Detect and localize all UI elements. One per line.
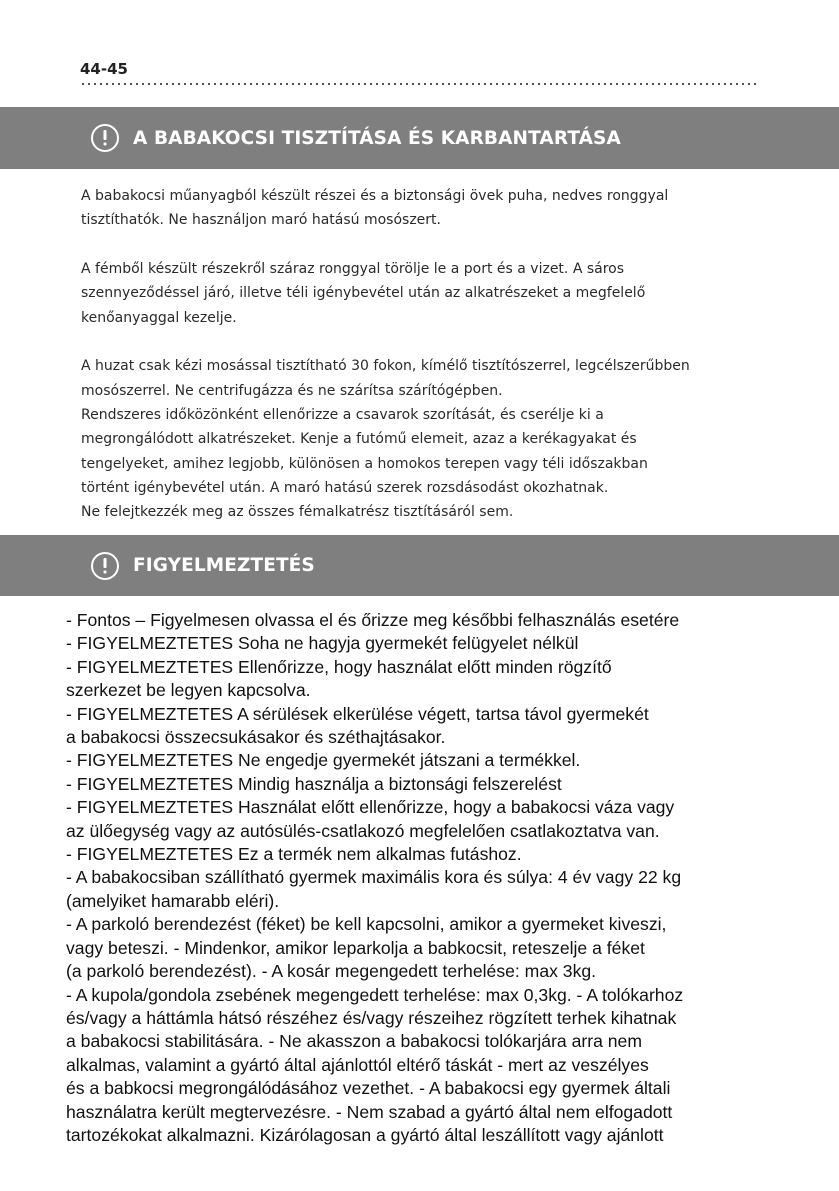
warning-text-line: - FIGYELMEZTETES Ellenőrizze, hogy használat előtt minden rögzítő	[66, 656, 612, 677]
paragraph-gap	[81, 330, 801, 355]
cleaning-text-line: tisztíthatók. Ne használjon maró hatású mosószert.	[81, 212, 441, 229]
cleaning-text-line: tengelyeket, amihez legjobb, különösen a homokos terepen vagy téli időszakban	[81, 455, 648, 472]
warning-section-body	[66, 609, 836, 1147]
cleaning-text-line: történt igénybevétel után. A maró hatású szerek rozsdásodást okozhatnak.	[81, 479, 609, 496]
cleaning-text-line: A babakocsi műanyagból készült részei és a biztonsági övek puha, nedves ronggyal	[81, 188, 669, 204]
warning-text-line: vagy beteszi. - Mindenkor, amikor leparkolja a babkocsit, reteszelje a féket	[66, 937, 645, 958]
paragraph-gap	[81, 233, 801, 258]
page-number: 44-45	[80, 60, 128, 78]
warning-text-line: az ülőegység vagy az autósülés-csatlakozó megfelelően csatlakoztatva van.	[66, 820, 660, 841]
cleaning-section-banner	[0, 107, 839, 169]
warning-text-line: - Fontos – Figyelmesen olvassa el és őrizze meg későbbi felhasználás esetére	[66, 610, 680, 630]
warning-text-line: - FIGYELMEZTETES Ne engedje gyermekét játszani a termékkel.	[66, 750, 581, 771]
cleaning-text-line: kenőanyaggal kezelje.	[81, 309, 237, 326]
warning-text-line: - A babakocsiban szállítható gyermek maximális kora és súlya: 4 év vagy 22 kg	[66, 867, 682, 888]
warning-text-line: alkalmas, valamint a gyártó által ajánlottól eltérő táskát - mert az veszélyes	[66, 1054, 649, 1075]
warning-text-line: szerkezet be legyen kapcsolva.	[66, 680, 311, 701]
warning-text-line: - FIGYELMEZTETES Mindig használja a biztonsági felszerelést	[66, 773, 562, 794]
warning-text-line: - A parkoló berendezést (féket) be kell kapcsolni, amikor a gyermeket kiveszi,	[66, 914, 667, 935]
exclamation-circle-icon	[91, 552, 119, 580]
cleaning-section-title: A BABAKOCSI TISZTÍTÁSA ÉS KARBANTARTÁSA	[133, 127, 621, 149]
dotted-divider	[80, 82, 760, 86]
cleaning-text-line: Ne felejtkezzék meg az összes fémalkatrész tisztításáról sem.	[81, 504, 514, 521]
warning-section-title: FIGYELMEZTETÉS	[133, 555, 315, 576]
warning-text-line: - FIGYELMEZTETES A sérülések elkerülése végett, tartsa távol gyermekét	[66, 703, 649, 724]
warning-text-line: (amelyiket hamarabb eléri).	[66, 890, 280, 911]
warning-text-line: használatra került megtervezésre. - Nem szabad a gyártó által nem elfogadott	[66, 1101, 673, 1122]
warning-text-line: és/vagy a háttámla hátsó részéhez és/vagy részeihez rögzített terhek kihatnak	[66, 1007, 677, 1028]
warning-text-line: tartozékokat alkalmazni. Kizárólagosan a gyártó által leszállított vagy ajánlott	[66, 1124, 664, 1145]
warning-text-line: - FIGYELMEZTETES Használat előtt ellenőrizze, hogy a babakocsi váza vagy	[66, 797, 675, 818]
warning-text-line: - FIGYELMEZTETES Soha ne hagyja gyermekét felügyelet nélkül	[66, 633, 579, 654]
cleaning-text-line: megrongálódott alkatrészeket. Kenje a futómű elemeit, azaz a kerékagyakat és	[81, 431, 637, 448]
warning-text-line: (a parkoló berendezést). - A kosár megengedett terhelése: max 3kg.	[66, 961, 597, 982]
warning-text-line: - FIGYELMEZTETES Ez a termék nem alkalmas futáshoz.	[66, 844, 522, 865]
warning-text-line: a babakocsi stabilitására. - Ne akasszon a babakocsi tolókarjára arra nem	[66, 1031, 642, 1052]
cleaning-text-line: Rendszeres időközönként ellenőrizze a csavarok szorítását, és cserélje ki a	[81, 407, 604, 424]
warning-text-line: a babakocsi összecsukásakor és széthajtásakor.	[66, 727, 446, 748]
cleaning-section-body	[81, 184, 801, 525]
cleaning-text-line: mosószerrel. Ne centrifugázza és ne szárítsa szárítógépben.	[81, 382, 503, 399]
cleaning-text-line: A fémből készült részekről száraz ronggyal törölje le a port és a vizet. A sáros	[81, 261, 625, 278]
cleaning-text-line: szennyeződéssel járó, illetve téli igénybevétel után az alkatrészeket a megfelelő	[81, 285, 646, 302]
cleaning-text-line: A huzat csak kézi mosással tisztítható 30 fokon, kímélő tisztítószerrel, legcélszerűbben	[81, 358, 690, 375]
warning-text-line: - A kupola/gondola zsebének megengedett terhelése: max 0,3kg. - A tolókarhoz	[66, 984, 684, 1005]
exclamation-circle-icon	[91, 124, 119, 152]
warning-text-line: és a babkocsi megrongálódásához vezethet. - A babakocsi egy gyermek általi	[66, 1078, 671, 1099]
warning-section-banner	[0, 535, 839, 596]
